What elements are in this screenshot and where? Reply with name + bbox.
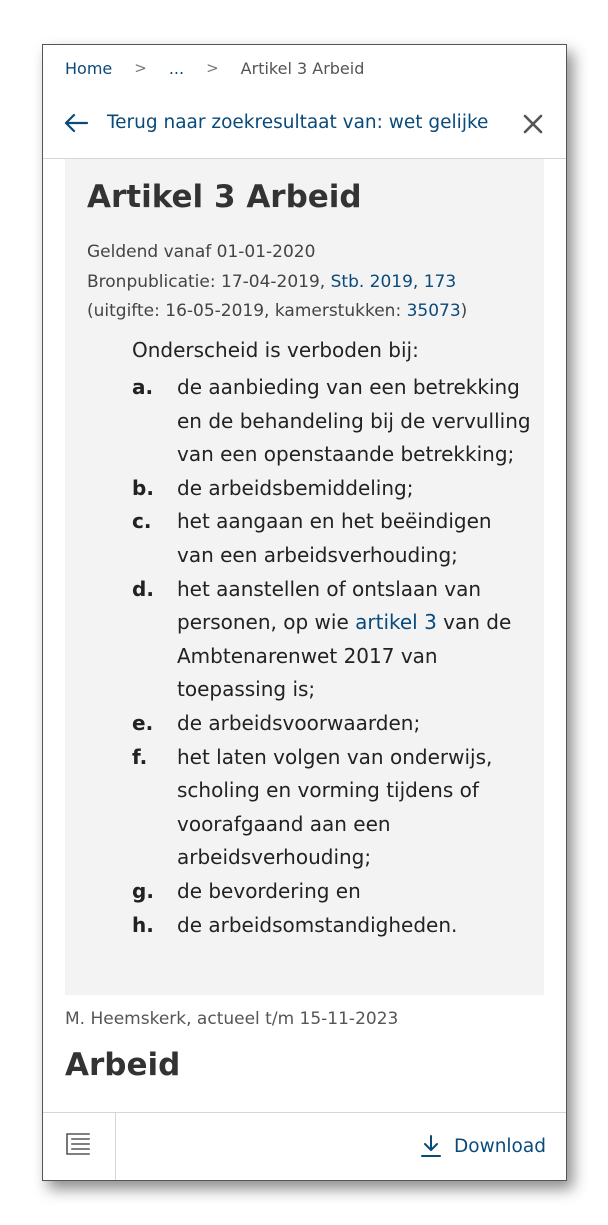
list-item-text: het aanstellen of ontslaan van personen, op wie bbox=[177, 576, 482, 635]
issue-info-label: (uitgifte: 16-05-2019, kamerstukken: bbox=[87, 301, 407, 321]
list-item bbox=[132, 909, 532, 943]
list-marker: b. bbox=[132, 475, 154, 500]
article-panel bbox=[65, 159, 544, 995]
list-item bbox=[132, 472, 532, 506]
table-of-contents-icon bbox=[65, 1131, 91, 1157]
list-marker: d. bbox=[132, 576, 154, 601]
article-list bbox=[132, 371, 532, 942]
download-label: Download bbox=[454, 1135, 546, 1157]
breadcrumb-separator: > bbox=[134, 59, 147, 77]
breadcrumb-separator: > bbox=[206, 59, 219, 77]
list-marker: e. bbox=[132, 710, 154, 735]
list-marker: h. bbox=[132, 912, 154, 937]
issue-info-suffix: ) bbox=[460, 301, 468, 321]
source-publication-label: Bronpublicatie: 17-04-2019, bbox=[87, 272, 331, 292]
arrow-left-icon[interactable] bbox=[63, 112, 89, 134]
list-item-text: de arbeidsbemiddeling; bbox=[177, 475, 414, 500]
list-item bbox=[132, 573, 532, 707]
list-marker: c. bbox=[132, 509, 152, 534]
breadcrumb-current: Artikel 3 Arbeid bbox=[240, 58, 365, 78]
list-item bbox=[132, 741, 532, 875]
section-heading: Arbeid bbox=[65, 1047, 181, 1083]
back-to-results-link[interactable]: Terug naar zoekresultaat van: wet gelijke bbox=[107, 112, 489, 133]
list-item-text: de arbeidsomstandigheden. bbox=[177, 912, 458, 937]
breadcrumb bbox=[65, 57, 364, 79]
list-marker: f. bbox=[132, 744, 148, 769]
author-note: M. Heemskerk, actueel t/m 15-11-2023 bbox=[65, 1009, 399, 1029]
article-intro: Onderscheid is verboden bij: bbox=[132, 338, 419, 362]
table-of-contents-button[interactable] bbox=[43, 1113, 116, 1181]
breadcrumb-ellipsis-link[interactable]: ... bbox=[168, 58, 185, 78]
list-item-text: van de Ambtenarenwet 2017 van toepassing is; bbox=[177, 610, 512, 702]
list-item-text: het aangaan en het beëindigen van een arbeidsverhouding; bbox=[177, 509, 492, 567]
list-item-text: de arbeidsvoorwaarden; bbox=[177, 710, 421, 735]
stb-publication-link[interactable]: Stb. 2019, 173 bbox=[330, 272, 457, 292]
download-icon bbox=[420, 1134, 442, 1158]
close-icon[interactable] bbox=[522, 113, 544, 135]
list-item-text: de bevordering en bbox=[177, 878, 361, 903]
back-navigation-bar bbox=[43, 102, 566, 159]
list-item bbox=[132, 505, 532, 572]
bottom-toolbar bbox=[43, 1112, 566, 1181]
list-marker: g. bbox=[132, 878, 154, 903]
article-issue-info bbox=[87, 301, 467, 321]
breadcrumb-home-link[interactable]: Home bbox=[65, 58, 113, 78]
list-marker: a. bbox=[132, 375, 154, 399]
artikel-3-link[interactable]: artikel 3 bbox=[355, 610, 437, 635]
article-source-publication bbox=[87, 272, 456, 292]
list-item bbox=[132, 875, 532, 909]
download-button[interactable] bbox=[420, 1131, 546, 1161]
article-valid-from: Geldend vanaf 01-01-2020 bbox=[87, 242, 316, 262]
list-item-text: het laten volgen van onderwijs, scholing en vorming tijdens of voorafgaand aan een arbeidsverhouding; bbox=[177, 744, 493, 870]
kamerstukken-link[interactable]: 35073 bbox=[406, 301, 461, 321]
app-window bbox=[42, 44, 567, 1181]
list-item bbox=[132, 371, 532, 472]
list-item-text: de aanbieding van een betrekking en de behandeling bij de vervulling van een openstaande betrekking; bbox=[177, 375, 531, 467]
article-title: Artikel 3 Arbeid bbox=[87, 179, 362, 215]
list-item bbox=[132, 707, 532, 741]
